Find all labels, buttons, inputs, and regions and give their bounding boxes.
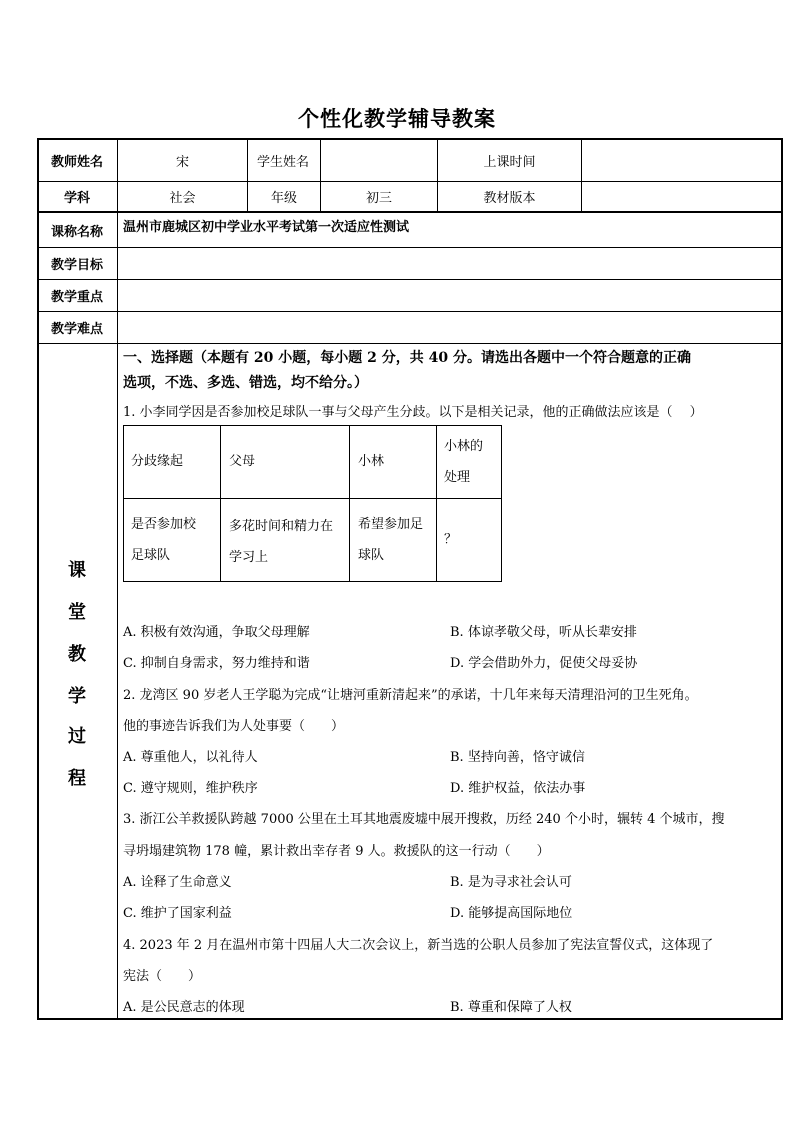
subject-label: 学科 <box>63 191 90 206</box>
grade-value: 初三 <box>365 191 392 206</box>
question-stem: 他的事迹告诉我们为人处事要（ ） <box>123 719 345 734</box>
process-label-char: 课 <box>68 560 86 581</box>
table-cell: ？ <box>444 532 458 547</box>
option-a: A. 是公民意志的体现 <box>123 1000 245 1015</box>
teaching-difficulty-label: 教学难点 <box>50 322 103 337</box>
page-title: 个性化教学辅导教案 <box>298 106 496 131</box>
option-d: D. 能够提高国际地位 <box>450 906 573 921</box>
question-stem: 4. 2023 年 2 月在温州市第十四届人大二次会议上，新当选的公职人员参加了宪法宣誓仪式，这体现了 <box>123 938 714 953</box>
dispute-table <box>123 425 502 582</box>
table-cell: 是否参加校 <box>131 517 197 532</box>
table-header-cell: 小林 <box>358 454 385 469</box>
table-cell: 足球队 <box>131 548 171 563</box>
option-a: A. 尊重他人，以礼待人 <box>123 750 258 765</box>
question-stem: 3. 浙江公羊救援队跨越 7000 公里在土耳其地震废墟中展开搜救，历经 240 个小时，辗转 4 个城市，搜 <box>123 812 725 827</box>
process-label-char: 程 <box>68 768 86 789</box>
option-c: C. 遵守规则，维护秩序 <box>123 781 258 796</box>
process-label-char: 堂 <box>68 602 86 623</box>
option-b: B. 是为寻求社会认可 <box>450 875 572 890</box>
teacher-name-label: 教师姓名 <box>50 155 103 170</box>
textbook-label: 教材版本 <box>483 191 536 206</box>
teaching-goal-label: 教学目标 <box>50 258 103 273</box>
table-header-cell: 小林的 <box>444 439 484 454</box>
option-d: D. 学会借助外力，促使父母妥协 <box>450 656 638 671</box>
option-b: B. 尊重和保障了人权 <box>450 1000 572 1015</box>
table-cell: 多花时间和精力在 <box>229 519 334 534</box>
option-c: C. 抑制自身需求，努力维持和谐 <box>123 656 310 671</box>
question-stem: 1. 小李同学因是否参加校足球队一事与父母产生分歧。以下是相关记录，他的正确做法应该是（ ） <box>123 405 703 420</box>
option-a: A. 诠释了生命意义 <box>123 875 232 890</box>
option-c: C. 维护了国家利益 <box>123 906 232 921</box>
table-cell: 学习上 <box>229 550 269 565</box>
course-name-value: 温州市鹿城区初中学业水平考试第一次适应性测试 <box>123 219 410 235</box>
textbook-value <box>582 182 781 211</box>
table-header-cell: 父母 <box>229 454 256 469</box>
student-name-label: 学生姓名 <box>257 155 310 170</box>
table-header-cell: 处理 <box>444 470 471 485</box>
process-label-char: 教 <box>68 644 86 665</box>
student-name-value <box>321 140 437 181</box>
teacher-name-value: 宋 <box>175 155 189 170</box>
section-heading: 一、选择题（本题有 20 小题，每小题 2 分，共 40 分。请选出各题中一个符合题意的正确 <box>123 350 691 366</box>
grade-label: 年级 <box>270 191 297 206</box>
table-cell: 希望参加足 <box>358 517 424 532</box>
question-stem: 宪法（ ） <box>123 969 202 984</box>
table-header-cell: 分歧缘起 <box>131 454 184 469</box>
option-d: D. 维护权益，依法办事 <box>450 781 586 796</box>
option-b: B. 坚持向善，恪守诚信 <box>450 750 585 765</box>
subject-value: 社会 <box>169 191 196 206</box>
course-name-label: 课称名称 <box>50 224 103 240</box>
teaching-focus-label: 教学重点 <box>50 290 103 305</box>
section-heading: 选项，不选、多选、错选，均不给分。） <box>123 375 368 391</box>
table-cell: 球队 <box>358 548 385 563</box>
question-stem: 寻坍塌建筑物 178 幢，累计救出幸存者 9 人。救援队的这一行动（ ） <box>123 844 550 859</box>
question-stem: 2. 龙湾区 90 岁老人王学聪为完成“让塘河重新清起来”的承诺，十几年来每天清理沿河的卫生死角。 <box>123 688 698 703</box>
option-a: A. 积极有效沟通，争取父母理解 <box>123 625 310 640</box>
process-label-char: 学 <box>68 686 86 707</box>
class-time-value <box>582 140 781 181</box>
class-time-label: 上课时间 <box>483 155 536 170</box>
option-b: B. 体谅孝敬父母，听从长辈安排 <box>450 625 637 640</box>
process-label-char: 过 <box>68 726 86 747</box>
